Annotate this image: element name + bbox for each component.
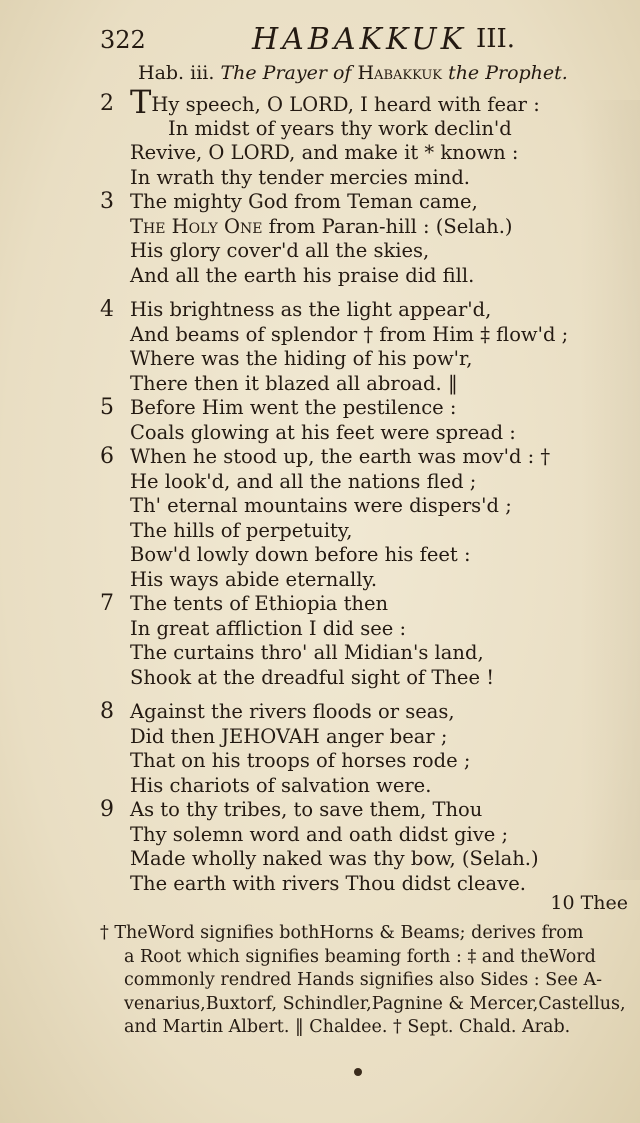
verse-line [0,592,640,617]
verse-line [0,823,640,848]
verse-number: 9 [100,797,114,822]
verse-text: That on his troops of horses rode ; [130,749,471,772]
verse-line [0,445,640,470]
verse-line [0,396,640,421]
stanza-gap [0,288,640,298]
verse-line [0,298,640,323]
verse-line [0,190,640,215]
footnote-text: commonly rendred Hands signifies also Sides : See A- [124,970,603,990]
verse-number: 5 [100,395,114,420]
verse-line [0,700,640,725]
verse-text: Made wholly naked was thy bow, (Selah.) [130,847,539,870]
verse-line [0,519,640,544]
verse-text: His brightness as the light appear'd, [130,298,492,321]
page-number: 322 [100,26,146,54]
verse-text: Thy solemn word and oath didst give ; [130,822,509,846]
footnote-text: † TheWord signifies bothHorns & Beams; derives from [100,923,584,943]
subtitle-ref: Hab. iii. [138,62,215,84]
verse-text: There then it blazed all abroad. ‖ [130,371,458,395]
verse-line [0,666,640,691]
verse-9 [0,798,640,896]
verse-line [0,641,640,666]
verse-line [0,323,640,348]
running-title: HABAKKUK [252,22,467,57]
verse-6 [0,445,640,592]
verse-text: Th' eternal mountains were dispers'd ; [130,494,512,517]
footnotes [100,922,635,1040]
verse-text: In wrath thy tender mercies mind. [130,165,471,189]
footnote-text: and Martin Albert. ‖ Chaldee. † Sept. Chald. Arab. [124,1017,571,1037]
verse-line [0,83,640,121]
verse-8 [0,700,640,798]
verse-line [0,117,640,142]
footnote-line [100,993,635,1017]
subtitle-part1: The Prayer of [220,62,352,84]
catchword: 10 Thee [550,892,628,914]
verse-line [0,774,640,799]
verse-line [0,372,640,397]
verse-list [0,83,640,896]
footnote-text: a Root which signifies beaming forth : ‡ and theWord [124,946,596,967]
verse-line [0,421,640,446]
subtitle-name: Habakkuk [357,62,443,84]
verse-line [0,568,640,593]
verse-text: As to thy tribes, to save them, Thou [130,798,483,821]
verse-7 [0,592,640,690]
verse-text: Bow'd lowly down before his feet : [130,543,471,566]
verse-text: The tents of Ethiopia then [130,592,389,615]
verse-number: 2 [100,91,114,116]
chapter-number: III. [476,24,516,54]
footnote-line [100,946,635,970]
verse-text: Before Him went the pestilence : [130,396,457,419]
footnote-line [100,922,635,946]
verse-line [0,725,640,750]
verse-text: He look'd, and all the nations fled ; [130,469,477,493]
verse-text: His chariots of salvation were. [130,773,432,797]
verse-number: 7 [100,591,114,616]
subtitle-part2: the Prophet. [448,62,568,84]
footnote-line [100,1016,635,1040]
verse-text: The earth with rivers Thou didst cleave. [130,871,526,895]
verse-text: THy speech, O LORD, I heard with fear : [130,83,540,121]
verse-3 [0,190,640,288]
verse-text: When he stood up, the earth was mov'd : † [130,445,551,468]
verse-number: 6 [100,444,114,469]
verse-text: The Holy One from Paran-hill : (Selah.) [130,214,513,238]
verse-line [0,749,640,774]
verse-line [0,494,640,519]
verse-line [0,215,640,240]
section-subtitle [138,62,618,84]
verse-text: Against the rivers floods or seas, [130,700,455,723]
verse-line [0,617,640,642]
page-header [100,22,530,62]
verse-line [0,798,640,823]
drop-cap: T [130,83,152,121]
verse-line [0,543,640,568]
verse-4 [0,298,640,396]
verse-line [0,470,640,495]
footnote-text: venarius,Buxtorf, Schindler,Pagnine & Mercer,Castellus, [124,993,626,1014]
verse-text: His glory cover'd all the skies, [130,239,430,262]
verse-text: The curtains thro' all Midian's land, [130,641,484,664]
verse-text: Did then JEHOVAH anger bear ; [130,724,448,748]
verse-5 [0,396,640,445]
verse-text: In great affliction I did see : [130,616,407,640]
verse-text: The hills of perpetuity, [130,518,353,542]
verse-text: And all the earth his praise did fill. [130,263,475,287]
verse-text: In midst of years thy work declin'd [168,116,512,140]
verse-text: And beams of splendor † from Him ‡ flow'd ; [130,322,569,346]
verse-line [0,264,640,289]
footnote-line [100,969,635,993]
verse-text: The mighty God from Teman came, [130,190,478,213]
verse-line [0,166,640,191]
verse-line [0,847,640,872]
verse-text: Shook at the dreadful sight of Thee ! [130,665,495,689]
ornament-dot [354,1068,362,1076]
verse-2 [0,83,640,190]
verse-number: 4 [100,297,114,322]
small-caps-text: The Holy One [130,214,263,238]
verse-line [0,872,640,897]
verse-line [0,239,640,264]
verse-line [0,141,640,166]
stanza-gap [0,690,640,700]
verse-number: 8 [100,699,114,724]
verse-text: Coals glowing at his feet were spread : [130,420,516,444]
verse-text: Where was the hiding of his pow'r, [130,347,473,370]
verse-number: 3 [100,189,114,214]
verse-text: His ways abide eternally. [130,567,378,591]
verse-line [0,347,640,372]
verse-text: Revive, O LORD, and make it * known : [130,141,519,164]
